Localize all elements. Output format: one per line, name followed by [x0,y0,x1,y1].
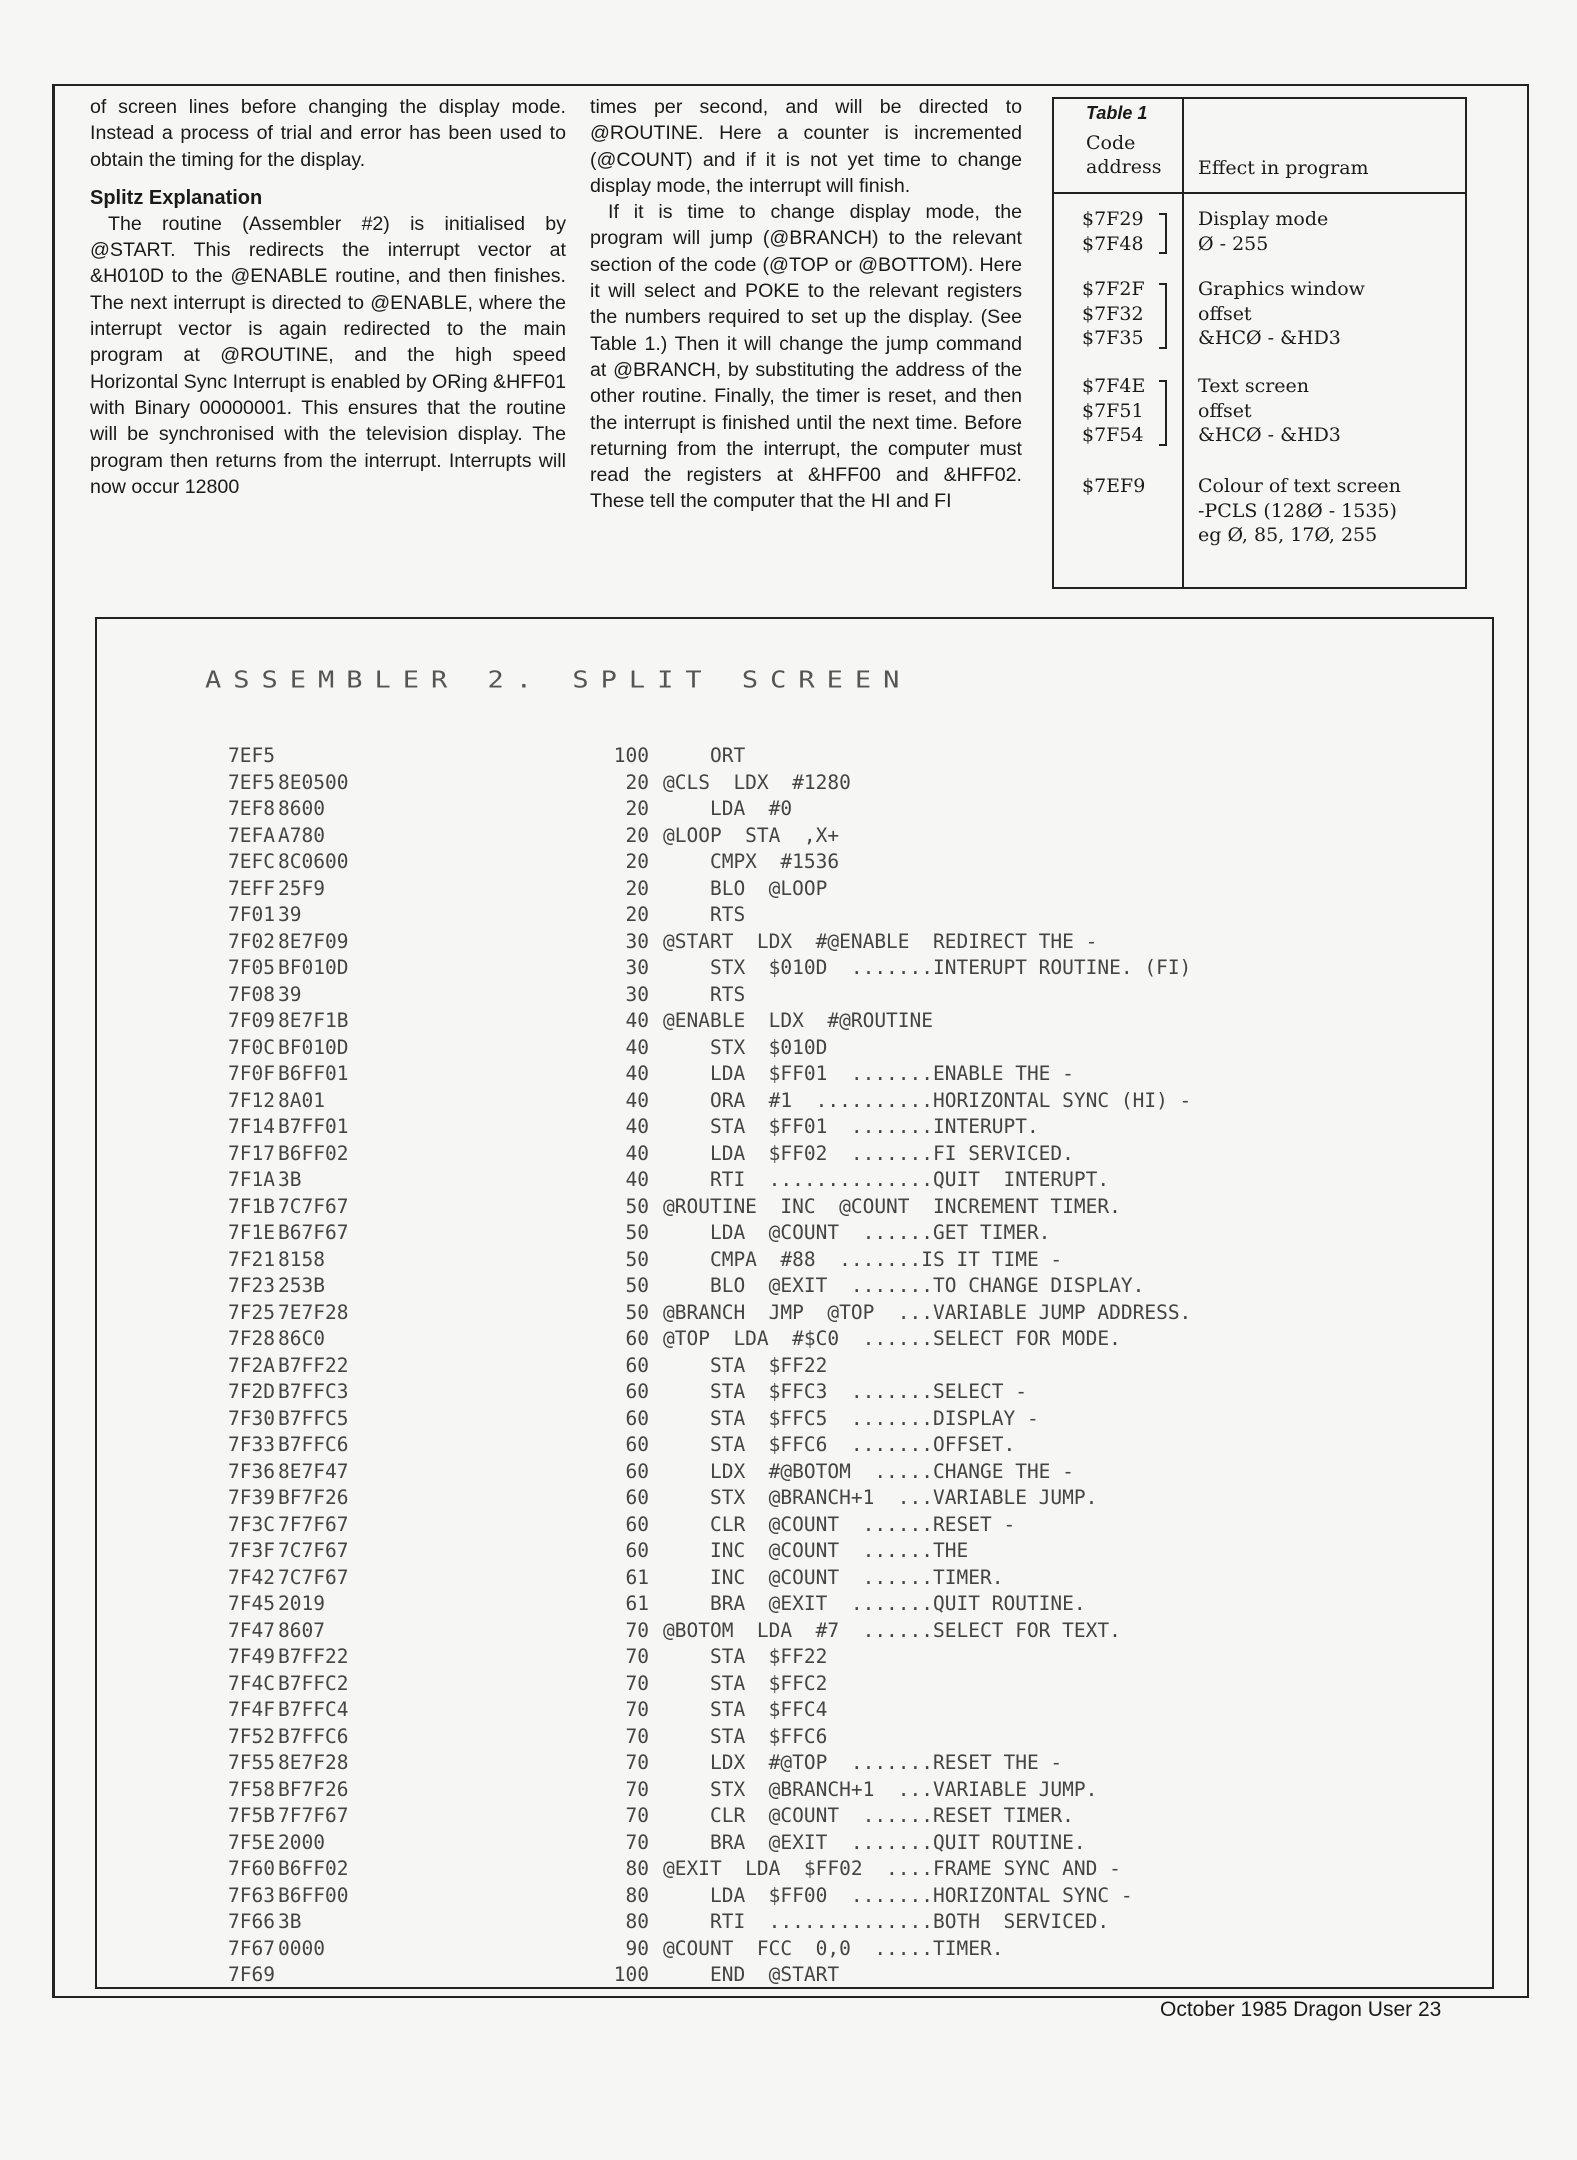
line-number: 40 [625,1062,649,1085]
source: @START LDX #@ENABLE REDIRECT THE - [663,929,1098,953]
machine-code: 8A01 [278,1088,325,1112]
listing-title: ASSEMBLER 2. SPLIT SCREEN [205,667,912,694]
source: INC @COUNT ......THE [663,1539,969,1562]
source: STA $FFC2 [663,1671,828,1695]
source: LDX #@BOTOM .....CHANGE THE - [663,1459,1074,1483]
machine-code: 2019 [278,1592,325,1615]
source: ORA #1 ..........HORIZONTAL SYNC (HI) - [663,1088,1192,1112]
line-number: 20 [625,850,649,873]
table-divider [1182,99,1184,587]
address: 7EF5 [228,744,275,767]
machine-code: 2000 [278,1830,325,1854]
address: 7F4F [228,1698,275,1721]
machine-code: B7FFC6 [278,1724,349,1748]
line-number: 60 [625,1380,649,1403]
source: CMPX #1536 [663,850,840,873]
effect-text: Text screen offset &HCØ - &HD3 [1198,375,1341,446]
machine-code: 8E7F1B [278,1009,349,1032]
line-number: 60 [625,1539,649,1562]
address: 7F45 [228,1592,275,1615]
address: 7F69 [228,1963,275,1986]
source: STA $FFC6 [663,1724,828,1748]
address: 7F42 [228,1565,275,1589]
line-number: 90 [625,1936,649,1960]
address: 7F63 [228,1883,275,1907]
address: 7F60 [228,1857,275,1880]
address: 7F0C [228,1035,275,1059]
line-number: 60 [625,1433,649,1456]
line-number: 50 [625,1274,649,1297]
address: 7EFA [228,823,275,847]
source: LDA $FF02 .......FI SERVICED. [663,1141,1074,1165]
source: STA $FF01 .......INTERUPT. [663,1115,1039,1138]
line-number: 40 [625,1115,649,1138]
address: 7EFF [228,876,275,900]
source: @CLS LDX #1280 [663,770,851,794]
source: @COUNT FCC 0,0 .....TIMER. [663,1936,1004,1960]
source: RTI ..............QUIT INTERUPT. [663,1168,1110,1191]
machine-code: 7C7F67 [278,1565,349,1589]
source: @ENABLE LDX #@ROUTINE [663,1009,934,1032]
machine-code: B6FF00 [278,1883,349,1907]
address: 7F1E [228,1221,275,1244]
code-addresses: $7F29 $7F48 [1082,208,1144,255]
machine-code: 7E7F28 [278,1300,349,1324]
line-number: 70 [625,1698,649,1721]
address: 7F09 [228,1009,275,1032]
source: CMPA #88 .......IS IT TIME - [663,1247,1063,1271]
machine-code: B7FFC6 [278,1433,349,1456]
address: 7F17 [228,1141,275,1165]
line-number: 70 [625,1618,649,1642]
address: 7F66 [228,1910,275,1933]
line-number: 20 [625,770,649,794]
paragraph: times per second, and will be directed to @ROUTINE. Here a counter is incremented (@COUNT) and if it is not yet time to change display mode, the interrupt will finish. [590,96,1022,197]
table-divider [1054,192,1465,194]
source: BLO @EXIT .......TO CHANGE DISPLAY. [663,1274,1145,1297]
effect-text: Display mode Ø - 255 [1198,208,1329,255]
machine-code: B6FF01 [278,1062,349,1085]
line-number: 61 [625,1565,649,1589]
machine-code: 8600 [278,797,325,820]
paragraph: The routine (Assembler #2) is initialised by @START. This redirects the interrupt vector at &H010D to the @ENABLE routine, and then finishes. The next interrupt is directed to @ENABLE, where the interrupt vector is again redirected to the main program at @ROUTINE, and the high speed Horizontal Sync Interrupt is enabled by ORing &HFF01 with Binary 00000001. This ensures that the routine will be synchronised with the television display. The program then returns from the interrupt. Interrupts will now occur 12800 [90,212,566,498]
machine-code: 3B [278,1168,302,1191]
machine-code: BF7F26 [278,1777,349,1801]
effect-text: Colour of text screen -PCLS (128Ø - 1535) eg Ø, 85, 17Ø, 255 [1198,475,1401,546]
address: 7F49 [228,1645,275,1668]
address: 7F3C [228,1512,275,1536]
machine-code: B6FF02 [278,1141,349,1165]
source: CLR @COUNT ......RESET - [663,1512,1016,1536]
line-number: 60 [625,1486,649,1509]
article-column-1 [90,94,566,500]
code-addresses: $7F2F $7F32 $7F35 [1082,278,1145,349]
address: 7F1B [228,1194,275,1218]
machine-code: BF010D [278,1035,349,1059]
table-1 [1052,97,1467,589]
source: @BRANCH JMP @TOP ...VARIABLE JUMP ADDRESS. [663,1300,1192,1324]
address: 7F0F [228,1062,275,1085]
line-number: 70 [625,1777,649,1801]
source: @BOTOM LDA #7 ......SELECT FOR TEXT. [663,1618,1121,1642]
source: @TOP LDA #$C0 ......SELECT FOR MODE. [663,1327,1121,1350]
address: 7F5E [228,1830,275,1854]
address: 7F12 [228,1088,275,1112]
machine-code: B7FF22 [278,1645,349,1668]
source: STX $010D [663,1035,828,1059]
address: 7F05 [228,956,275,979]
line-number: 40 [625,1141,649,1165]
line-number: 80 [625,1910,649,1933]
line-number: 40 [625,1168,649,1191]
paragraph: of screen lines before changing the display mode. Instead a process of trial and error has been used to obtain the timing for the display. [90,96,566,171]
machine-code: B67F67 [278,1221,349,1244]
machine-code: 7C7F67 [278,1194,349,1218]
line-number: 40 [625,1088,649,1112]
source: CLR @COUNT ......RESET TIMER. [663,1804,1074,1827]
machine-code: B7FF22 [278,1353,349,1377]
article-column-2 [590,94,1022,515]
page-footer: October 1985 Dragon User 23 [1160,1998,1442,2021]
machine-code: 39 [278,903,302,926]
line-number: 80 [625,1857,649,1880]
brace [1159,283,1167,349]
line-number: 50 [625,1300,649,1324]
code-addresses: $7EF9 [1082,475,1146,497]
line-number: 100 [613,1963,649,1986]
source: RTI ..............BOTH SERVICED. [663,1910,1110,1933]
address: 7F52 [228,1724,275,1748]
address: 7F08 [228,982,275,1006]
machine-code: 7C7F67 [278,1539,349,1562]
source: STX $010D .......INTERUPT ROUTINE. (FI) [663,956,1192,979]
brace [1159,213,1167,254]
machine-code: A780 [278,823,325,847]
address: 7F1A [228,1168,275,1191]
line-number: 60 [625,1512,649,1536]
line-number: 30 [625,982,649,1006]
line-number: 40 [625,1035,649,1059]
line-number: 30 [625,956,649,979]
source: RTS [663,982,746,1006]
line-number: 70 [625,1751,649,1774]
address: 7F47 [228,1618,275,1642]
line-number: 61 [625,1592,649,1615]
address: 7F5B [228,1804,275,1827]
line-number: 20 [625,903,649,926]
line-number: 60 [625,1327,649,1350]
address: 7F55 [228,1751,275,1774]
effect-text: Graphics window offset &HCØ - &HD3 [1198,278,1365,349]
source: STA $FFC3 .......SELECT - [663,1380,1027,1403]
address: 7F67 [228,1936,275,1960]
machine-code: 8158 [278,1247,325,1271]
line-number: 30 [625,929,649,953]
address: 7F4C [228,1671,275,1695]
table-header-effect: Effect in program [1198,157,1369,179]
machine-code: 253B [278,1274,325,1297]
code-addresses: $7F4E $7F51 $7F54 [1082,375,1146,446]
address: 7F58 [228,1777,275,1801]
source: STA $FF22 [663,1645,828,1668]
source: BRA @EXIT .......QUIT ROUTINE. [663,1830,1086,1854]
source: LDA $FF00 .......HORIZONTAL SYNC - [663,1883,1133,1907]
address: 7F14 [228,1115,275,1138]
machine-code: B7FFC5 [278,1406,349,1430]
machine-code: 39 [278,982,302,1006]
source: INC @COUNT ......TIMER. [663,1565,1004,1589]
machine-code: 8E0500 [278,770,349,794]
table-title: Table 1 [1086,103,1148,123]
line-number: 60 [625,1353,649,1377]
machine-code: 8E7F09 [278,929,349,953]
address: 7F39 [228,1486,275,1509]
address: 7F2A [228,1353,275,1377]
machine-code: 25F9 [278,876,325,900]
line-number: 100 [613,744,649,767]
source: STA $FFC4 [663,1698,828,1721]
line-number: 70 [625,1724,649,1748]
source: @LOOP STA ,X+ [663,823,840,847]
machine-code: 8607 [278,1618,325,1642]
line-number: 60 [625,1406,649,1430]
machine-code: 7F7F67 [278,1804,349,1827]
source: BLO @LOOP [663,876,828,900]
source: STX @BRANCH+1 ...VARIABLE JUMP. [663,1486,1098,1509]
source: END @START [663,1963,840,1986]
source: BRA @EXIT .......QUIT ROUTINE. [663,1592,1086,1615]
line-number: 80 [625,1883,649,1907]
section-heading: Splitz Explanation [90,186,263,209]
machine-code: 8C0600 [278,850,349,873]
address: 7F36 [228,1459,275,1483]
address: 7F23 [228,1274,275,1297]
source: STA $FF22 [663,1353,828,1377]
address: 7EF8 [228,797,275,820]
machine-code: 7F7F67 [278,1512,349,1536]
source: STX @BRANCH+1 ...VARIABLE JUMP. [663,1777,1098,1801]
machine-code: BF7F26 [278,1486,349,1509]
machine-code: B7FF01 [278,1115,349,1138]
source: LDA @COUNT ......GET TIMER. [663,1221,1051,1244]
line-number: 20 [625,876,649,900]
line-number: 70 [625,1804,649,1827]
line-number: 40 [625,1009,649,1032]
machine-code: B7FFC2 [278,1671,349,1695]
table-header-code-address: Code address [1086,132,1162,178]
address: 7F01 [228,903,275,926]
machine-code: BF010D [278,956,349,979]
address: 7F33 [228,1433,275,1456]
line-number: 70 [625,1671,649,1695]
source: LDX #@TOP .......RESET THE - [663,1751,1063,1774]
source: ORT [663,744,746,767]
address: 7F3F [228,1539,275,1562]
source: LDA $FF01 .......ENABLE THE - [663,1062,1074,1085]
source: RTS [663,903,746,926]
source: STA $FFC6 .......OFFSET. [663,1433,1016,1456]
line-number: 50 [625,1247,649,1271]
address: 7F30 [228,1406,275,1430]
brace [1159,380,1167,446]
machine-code: 0000 [278,1936,325,1960]
source: STA $FFC5 .......DISPLAY - [663,1406,1039,1430]
line-number: 70 [625,1830,649,1854]
address: 7F21 [228,1247,275,1271]
source: @ROUTINE INC @COUNT INCREMENT TIMER. [663,1194,1121,1218]
machine-code: B7FFC3 [278,1380,349,1403]
line-number: 70 [625,1645,649,1668]
address: 7F02 [228,929,275,953]
source: @EXIT LDA $FF02 ....FRAME SYNC AND - [663,1857,1121,1880]
line-number: 60 [625,1459,649,1483]
machine-code: B7FFC4 [278,1698,349,1721]
address: 7F28 [228,1327,275,1350]
address: 7F2D [228,1380,275,1403]
line-number: 20 [625,823,649,847]
address: 7EFC [228,850,275,873]
source: LDA #0 [663,797,793,820]
machine-code: 86C0 [278,1327,325,1350]
line-number: 20 [625,797,649,820]
machine-code: B6FF02 [278,1857,349,1880]
line-number: 50 [625,1194,649,1218]
line-number: 50 [625,1221,649,1244]
machine-code: 3B [278,1910,302,1933]
paragraph: If it is time to change display mode, the program will jump (@BRANCH) to the relevant section of the code (@TOP or @BOTTOM). Here it will select and POKE to the relevant registers the numbers required to set up the display. (See Table 1.) Then it will change the jump command at @BRANCH, by substituting the address of the other routine. Finally, the timer is reset, and then the interrupt is finished until the next time. Before returning from the interrupt, the computer must read the registers at &HFF00 and &HFF02. These tell the computer that the HI and FI [590,201,1022,513]
machine-code: 8E7F28 [278,1751,349,1774]
address: 7EF5 [228,770,275,794]
address: 7F25 [228,1300,275,1324]
machine-code: 8E7F47 [278,1459,349,1483]
